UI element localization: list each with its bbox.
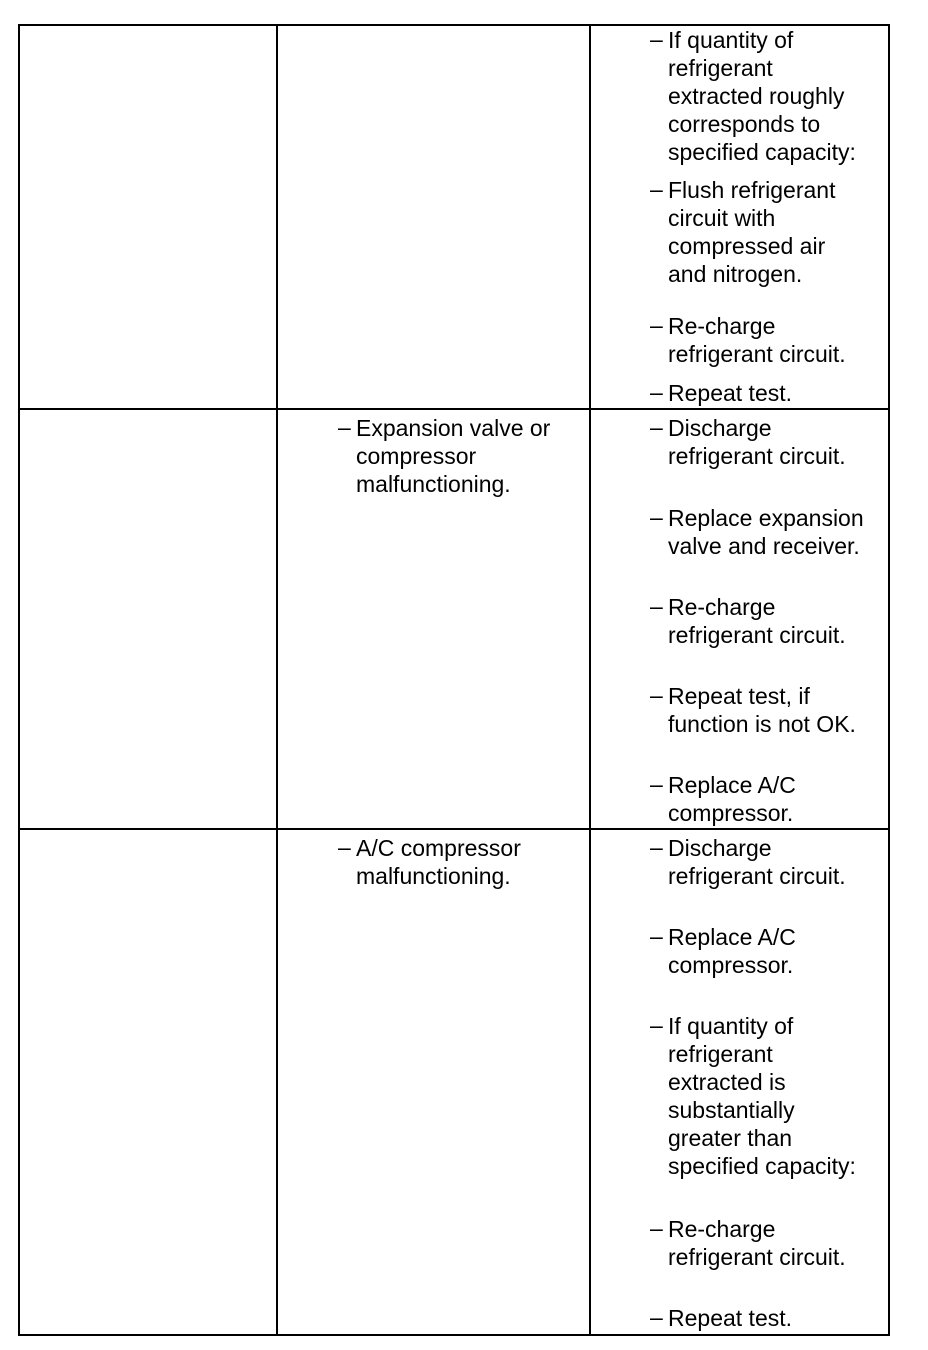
dash-bullet: – (650, 414, 663, 440)
dash-bullet: – (650, 26, 663, 52)
remedy-text: Replace expansion valve and receiver. (668, 505, 864, 559)
remedy-text: Re-charge refrigerant circuit. (668, 594, 846, 648)
cause-text: A/C compressor malfunctioning. (356, 835, 521, 889)
remedy-text: Discharge refrigerant circuit. (668, 835, 846, 889)
dash-bullet: – (650, 379, 663, 405)
dash-bullet: – (338, 834, 351, 860)
remedy-text: Flush refrigerant circuit with compressed air and nitrogen. (668, 177, 836, 287)
dash-bullet: – (650, 504, 663, 530)
remedy-text: Repeat test. (668, 1305, 793, 1331)
remedy-text: Replace A/C compressor. (668, 924, 796, 978)
dash-bullet: – (650, 923, 663, 949)
dash-bullet: – (650, 834, 663, 860)
dash-bullet: – (650, 176, 663, 202)
cause-text: Expansion valve or compressor malfunctioning. (356, 415, 551, 497)
remedy-text: Replace A/C compressor. (668, 772, 796, 826)
troubleshooting-table (18, 24, 890, 1336)
remedy-text: Re-charge refrigerant circuit. (668, 313, 846, 367)
dash-bullet: – (338, 414, 351, 440)
remedy-text: If quantity of refrigerant extracted roughly corresponds to specified capacity: (668, 27, 856, 165)
remedy-text: Repeat test, if function is not OK. (668, 683, 856, 737)
dash-bullet: – (650, 682, 663, 708)
dash-bullet: – (650, 593, 663, 619)
remedy-text: Re-charge refrigerant circuit. (668, 1216, 846, 1270)
remedy-text: Repeat test. (668, 380, 793, 406)
table-row (18, 410, 890, 828)
dash-bullet: – (650, 771, 663, 797)
remedy-text: If quantity of refrigerant extracted is substantially greater than specified capacity: (668, 1013, 856, 1179)
dash-bullet: – (650, 1012, 663, 1038)
remedy-text: Discharge refrigerant circuit. (668, 415, 846, 469)
table-border-bottom (18, 1334, 890, 1336)
dash-bullet: – (650, 1215, 663, 1241)
dash-bullet: – (650, 312, 663, 338)
table-row (18, 24, 890, 408)
dash-bullet: – (650, 1304, 663, 1330)
table-row (18, 830, 890, 1334)
